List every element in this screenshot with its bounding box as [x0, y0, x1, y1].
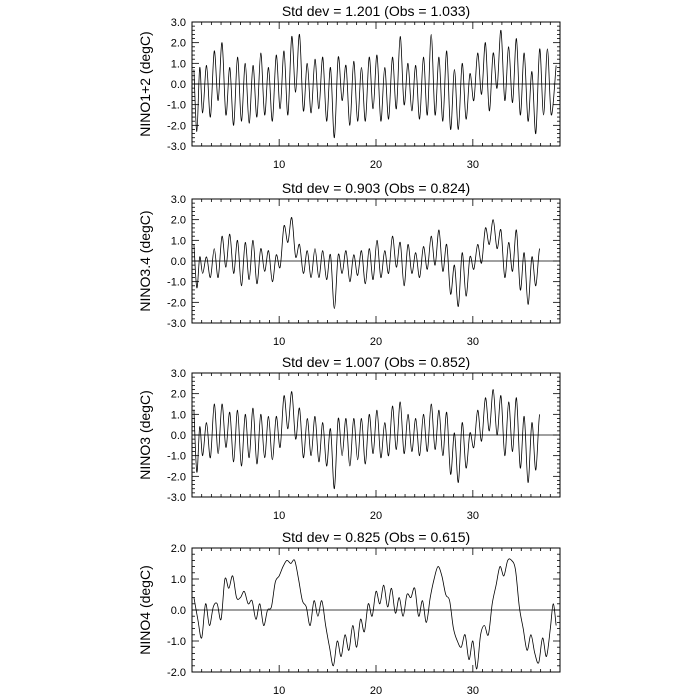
y-tick-label: 0.0: [170, 430, 186, 442]
y-axis-label: NINO1+2 (degC): [137, 31, 153, 137]
x-tick-label: 20: [369, 685, 383, 697]
y-tick-label: -1.0: [167, 276, 186, 289]
y-tick-label: -2.0: [167, 471, 186, 484]
panel-title: Std dev = 1.007 (Obs = 0.852): [281, 354, 471, 370]
panel-nino3: [137, 354, 560, 522]
panel-nino12: [137, 3, 560, 171]
tick-labels-group: [167, 17, 479, 171]
y-tick-label: 1.0: [170, 574, 186, 586]
x-tick-label: 30: [466, 336, 479, 348]
tick-labels-group: [167, 194, 479, 348]
panel-nino34: [137, 180, 560, 348]
y-tick-label: -1.0: [167, 636, 186, 648]
y-tick-label: -3.0: [167, 318, 186, 330]
y-tick-label: 2.0: [170, 214, 186, 227]
y-tick-label: 0.0: [170, 79, 186, 91]
x-tick-label: 30: [466, 159, 479, 171]
y-tick-label: -3.0: [167, 492, 186, 504]
x-tick-label: 10: [273, 510, 286, 522]
panel-title: Std dev = 0.903 (Obs = 0.824): [281, 180, 471, 196]
series-line: [194, 217, 540, 308]
y-tick-label: 2.0: [170, 388, 186, 401]
y-tick-label: 1.0: [170, 58, 186, 71]
tick-labels-group: [167, 368, 479, 522]
y-tick-label: 3.0: [170, 17, 186, 29]
panel-title: Std dev = 1.201 (Obs = 1.033): [281, 3, 471, 19]
y-tick-label: 1.0: [170, 235, 186, 248]
x-tick-label: 20: [369, 336, 383, 348]
x-tick-label: 20: [369, 159, 383, 171]
x-tick-label: 30: [466, 510, 479, 522]
y-tick-label: 0.0: [170, 605, 186, 617]
y-tick-label: -2.0: [167, 297, 186, 310]
y-tick-label: -2.0: [167, 667, 186, 679]
y-axis-label: NINO4 (degC): [137, 565, 153, 655]
y-tick-label: -1.0: [167, 99, 186, 112]
series-line: [194, 390, 540, 489]
x-tick-label: 10: [273, 685, 286, 697]
series-line: [194, 559, 556, 669]
y-tick-label: 3.0: [170, 194, 186, 206]
y-tick-label: -1.0: [167, 450, 186, 463]
x-tick-label: 20: [369, 510, 383, 522]
y-axis-label: NINO3 (degC): [137, 390, 153, 480]
y-tick-label: 3.0: [170, 368, 186, 380]
y-tick-label: 1.0: [170, 409, 186, 422]
y-tick-label: 2.0: [170, 543, 186, 555]
y-tick-label: 2.0: [170, 37, 186, 50]
y-tick-label: -3.0: [167, 141, 186, 153]
tick-labels-group: [167, 543, 479, 697]
x-tick-label: 10: [273, 159, 286, 171]
y-tick-label: 0.0: [170, 256, 186, 268]
panel-title: Std dev = 0.825 (Obs = 0.615): [281, 529, 471, 545]
y-tick-label: -2.0: [167, 120, 186, 133]
x-tick-label: 10: [273, 336, 286, 348]
panel-nino4: [137, 529, 560, 697]
x-tick-label: 30: [466, 685, 479, 697]
y-axis-label: NINO3.4 (degC): [137, 210, 153, 312]
